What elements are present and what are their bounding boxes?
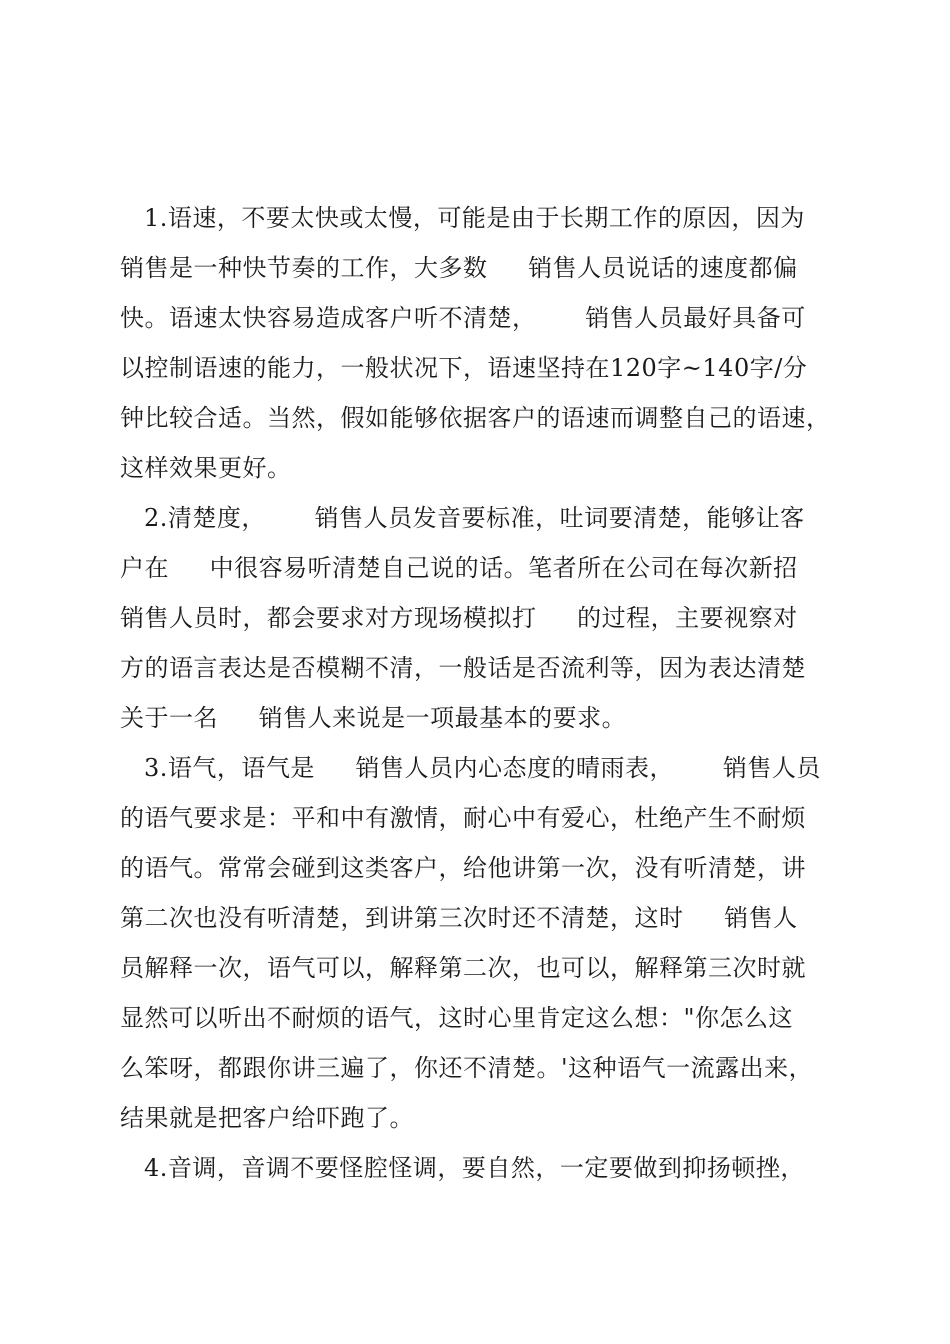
text-line: 第二次也没有听清楚，到讲第三次时还不清楚，这时 销售人 <box>120 904 798 932</box>
text-line: 户在 中很容易听清楚自己说的话。笔者所在公司在每次新招 <box>120 554 798 582</box>
text-line: 快。语速太快容易造成客户听不清楚， 销售人员最好具备可 <box>120 304 806 332</box>
text-line: 销售是一种快节奏的工作，大多数 销售人员说话的速度都偏 <box>120 254 798 282</box>
text-line: 方的语言表达是否模糊不清，一般话是否流利等，因为表达清楚 <box>120 654 806 682</box>
text-line: 这样效果更好。 <box>120 454 292 482</box>
text-line: 显然可以听出不耐烦的语气，这时心里肯定这么想："你怎么这 <box>120 1004 794 1032</box>
text-line: 钟比较合适。当然，假如能够依据客户的语速而调整自己的语速， <box>120 404 831 432</box>
text-line: 1.语速，不要太快或太慢，可能是由于长期工作的原因，因为 <box>144 204 805 232</box>
text-line: 销售人员时，都会要求对方现场模拟打 的过程，主要视察对 <box>120 604 798 632</box>
text-line: 的语气。常常会碰到这类客户，给他讲第一次，没有听清楚，讲 <box>120 854 806 882</box>
text-line: 4.音调，音调不要怪腔怪调，要自然，一定要做到抑扬顿挫， <box>144 1154 805 1182</box>
text-line: 的语气要求是：平和中有激情，耐心中有爱心，杜绝产生不耐烦 <box>120 804 806 832</box>
text-line: 以控制语速的能力，一般状况下，语速坚持在120字~140字/分 <box>120 354 808 382</box>
text-line: 结果就是把客户给吓跑了。 <box>120 1104 414 1132</box>
text-line: 关于一名 销售人来说是一项最基本的要求。 <box>120 704 627 732</box>
text-line: 员解释一次，语气可以，解释第二次，也可以，解释第三次时就 <box>120 954 806 982</box>
text-line: 3.语气，语气是 销售人员内心态度的晴雨表， 销售人员 <box>144 754 821 782</box>
text-line: 么笨呀，都跟你讲三遍了，你还不清楚。'这种语气一流露出来， <box>120 1054 814 1082</box>
text-line: 2.清楚度， 销售人员发音要标准，吐词要清楚，能够让客 <box>144 504 805 532</box>
